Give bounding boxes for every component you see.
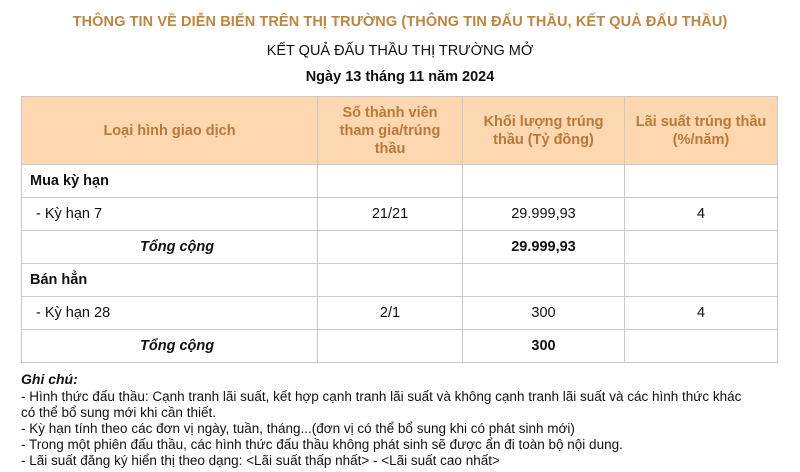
group-label: Mua kỳ hạn — [22, 165, 318, 198]
column-header-members: Số thành viên tham gia/trúng thầu — [318, 97, 463, 165]
table-row-total — [22, 330, 778, 363]
note-line: - Kỳ hạn tính theo các đơn vị ngày, tuần, tháng...(đơn vị có thể bổ sung khi có phát sinh mới) — [21, 421, 575, 436]
column-header-transaction-type: Loại hình giao dịch — [22, 97, 318, 165]
notes-title: Ghi chú: — [21, 371, 78, 387]
note-line: - Trong một phiên đấu thầu, các hình thức đấu thầu không phát sinh sẽ được ẩn đi toàn bộ nội dung. — [21, 437, 623, 452]
total-label: Tổng cộng — [22, 231, 318, 264]
table-row-total — [22, 231, 778, 264]
item-label: - Kỳ hạn 7 — [22, 198, 318, 231]
volume-cell: 29.999,93 — [463, 198, 625, 231]
empty-cell — [625, 330, 778, 363]
table-row-group — [22, 165, 778, 198]
table-row-item — [22, 297, 778, 330]
column-header-rate: Lãi suất trúng thầu (%/năm) — [625, 97, 778, 165]
total-label: Tổng cộng — [22, 330, 318, 363]
notes-section — [21, 371, 781, 469]
note-line: - Lãi suất đăng ký hiển thị theo dạng: <Lãi suất thấp nhất> - <Lãi suất cao nhất> — [21, 453, 500, 468]
empty-cell — [625, 231, 778, 264]
note-line: - Hình thức đấu thầu: Cạnh tranh lãi suất, kết hợp cạnh tranh lãi suất và không cạnh tranh lãi suất và các hình thức khác — [21, 389, 742, 404]
page-subtitle: KẾT QUẢ ĐẤU THẦU THỊ TRƯỜNG MỞ — [266, 43, 534, 59]
total-volume-cell: 300 — [463, 330, 625, 363]
table-row-item — [22, 198, 778, 231]
table-header-row — [22, 97, 778, 165]
empty-cell — [625, 264, 778, 297]
volume-cell: 300 — [463, 297, 625, 330]
empty-cell — [318, 330, 463, 363]
note-line: có thể bổ sung mới khi cần thiết. — [21, 405, 216, 420]
group-label: Bán hẳn — [22, 264, 318, 297]
members-cell: 21/21 — [318, 198, 463, 231]
total-volume-cell: 29.999,93 — [463, 231, 625, 264]
page-title: THÔNG TIN VỀ DIỄN BIẾN TRÊN THỊ TRƯỜNG (THÔNG TIN ĐẤU THẦU, KẾT QUẢ ĐẤU THẦU) — [72, 14, 728, 30]
empty-cell — [463, 264, 625, 297]
empty-cell — [625, 165, 778, 198]
empty-cell — [463, 165, 625, 198]
column-header-volume: Khối lượng trúng thầu (Tỷ đồng) — [463, 97, 625, 165]
table-row-group — [22, 264, 778, 297]
empty-cell — [318, 264, 463, 297]
rate-cell: 4 — [625, 198, 778, 231]
empty-cell — [318, 231, 463, 264]
item-label: - Kỳ hạn 28 — [22, 297, 318, 330]
members-cell: 2/1 — [318, 297, 463, 330]
rate-cell: 4 — [625, 297, 778, 330]
empty-cell — [318, 165, 463, 198]
results-table — [21, 96, 778, 363]
report-date: Ngày 13 tháng 11 năm 2024 — [305, 69, 495, 85]
